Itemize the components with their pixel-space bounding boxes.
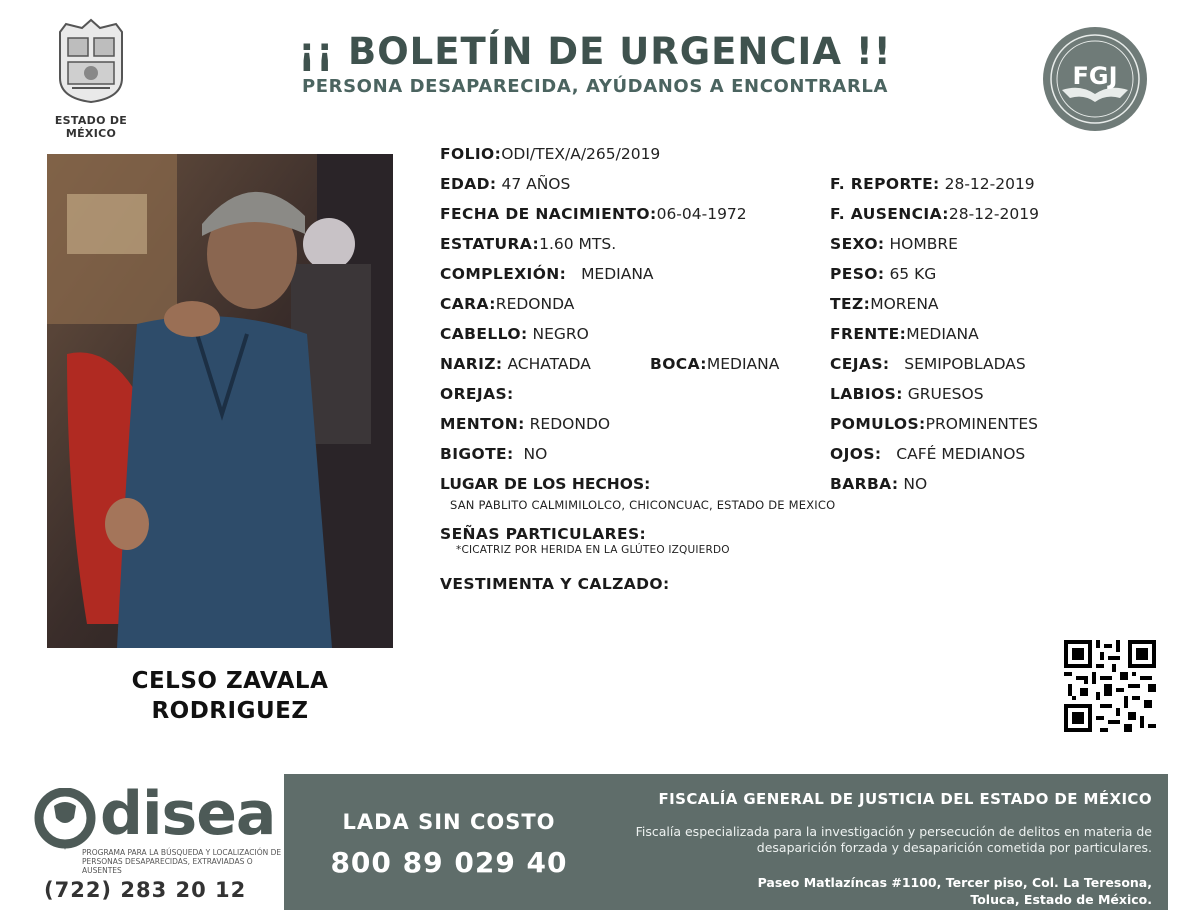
field-tez: TEZ:MORENA bbox=[830, 295, 939, 313]
field-menton: MENTON: REDONDO bbox=[440, 415, 611, 433]
coat-of-arms-icon bbox=[52, 18, 130, 104]
fiscalia-description: Fiscalía especializada para la investigación y persecución de delitos en materia de desaparición forzada y desaparición cometida por particulares. bbox=[635, 824, 1152, 855]
field-ojos: OJOS: CAFÉ MEDIANOS bbox=[830, 445, 1026, 463]
logo-caption: ESTADO DE MÉXICO bbox=[54, 114, 128, 140]
field-labios: LABIOS: GRUESOS bbox=[830, 385, 984, 403]
odisea-wordmark: disea bbox=[100, 779, 276, 849]
field-nariz: NARIZ: ACHATADA bbox=[440, 355, 591, 373]
odisea-description: PROGRAMA PARA LA BÚSQUEDA Y LOCALIZACIÓN DE PERSONAS DESAPARECIDAS, EXTRAVIADAS O AUSENTES bbox=[82, 848, 282, 875]
field-senas-value: *CICATRIZ POR HERIDA EN LA GLÚTEO IZQUIERDO bbox=[456, 544, 730, 556]
fgj-text: FGJ bbox=[1072, 62, 1118, 90]
field-peso: PESO: 65 KG bbox=[830, 265, 937, 283]
lada-label: LADA SIN COSTO bbox=[342, 810, 556, 834]
fiscalia-title: FISCALÍA GENERAL DE JUSTICIA DEL ESTADO DE MÉXICO bbox=[658, 790, 1152, 808]
field-estatura: ESTATURA:1.60 MTS. bbox=[440, 235, 617, 253]
fiscalia-address bbox=[632, 874, 1152, 908]
field-senas-label: SEÑAS PARTICULARES: bbox=[440, 525, 647, 543]
person-name bbox=[60, 666, 400, 726]
estado-de-mexico-logo bbox=[28, 18, 154, 140]
person-name-line1: CELSO ZAVALA bbox=[131, 668, 329, 694]
field-lugar-value: SAN PABLITO CALMIMILOLCO, CHICONCUAC, ESTADO DE MEXICO bbox=[450, 498, 836, 512]
field-vestimenta-label: VESTIMENTA Y CALZADO: bbox=[440, 575, 670, 593]
address-line1: Paseo Matlazíncas #1100, Tercer piso, Col. La Teresona, bbox=[757, 875, 1152, 890]
field-edad: EDAD: 47 AÑOS bbox=[440, 175, 571, 193]
field-f-reporte: F. REPORTE: 28-12-2019 bbox=[830, 175, 1035, 193]
field-f-ausencia: F. AUSENCIA:28-12-2019 bbox=[830, 205, 1039, 223]
address-line2: Toluca, Estado de México. bbox=[970, 892, 1152, 907]
qr-code-icon[interactable] bbox=[1064, 640, 1156, 732]
field-cara: CARA:REDONDA bbox=[440, 295, 575, 313]
odisea-logo bbox=[30, 779, 282, 912]
field-frente: FRENTE:MEDIANA bbox=[830, 325, 979, 343]
field-barba: BARBA: NO bbox=[830, 475, 928, 493]
field-cejas: CEJAS: SEMIPOBLADAS bbox=[830, 355, 1026, 373]
bulletin-title: ¡¡ BOLETÍN DE URGENCIA !! bbox=[298, 30, 892, 73]
field-boca: BOCA:MEDIANA bbox=[650, 355, 780, 373]
field-fecha-nacimiento: FECHA DE NACIMIENTO:06-04-1972 bbox=[440, 205, 747, 223]
field-folio: FOLIO:ODI/TEX/A/265/2019 bbox=[440, 145, 661, 163]
field-complexion: COMPLEXIÓN: MEDIANA bbox=[440, 265, 654, 283]
person-name-line2: RODRIGUEZ bbox=[151, 698, 309, 724]
fgj-seal-icon bbox=[1040, 24, 1150, 134]
odisea-phone[interactable]: (722) 283 20 12 bbox=[44, 878, 247, 902]
field-bigote: BIGOTE: NO bbox=[440, 445, 548, 463]
field-pomulos: POMULOS:PROMINENTES bbox=[830, 415, 1038, 433]
field-orejas: OREJAS: bbox=[440, 385, 514, 403]
odisea-pin-icon bbox=[34, 788, 96, 852]
fiscalia-footer-band bbox=[284, 774, 1168, 910]
lada-number[interactable]: 800 89 029 40 bbox=[330, 846, 568, 879]
bulletin-subtitle: PERSONA DESAPARECIDA, AYÚDANOS A ENCONTRARLA bbox=[301, 76, 889, 97]
person-photo bbox=[47, 154, 393, 648]
field-sexo: SEXO: HOMBRE bbox=[830, 235, 958, 253]
field-lugar-label: LUGAR DE LOS HECHOS: bbox=[440, 475, 651, 493]
field-cabello: CABELLO: NEGRO bbox=[440, 325, 589, 343]
